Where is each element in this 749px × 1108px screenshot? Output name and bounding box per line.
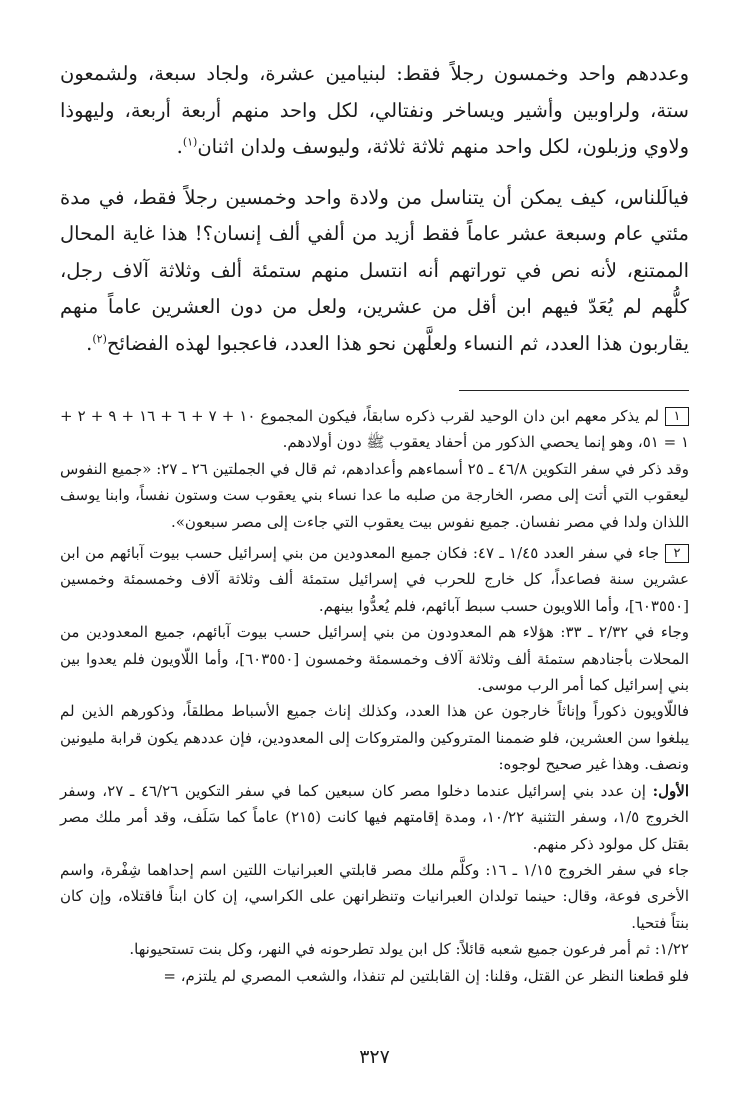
body-paragraph-1 <box>60 56 689 166</box>
footnote-2 <box>60 540 689 619</box>
footnote-2-paragraph-4 <box>60 778 689 857</box>
body-paragraph-2-text: فيالَلناس، كيف يمكن أن يتناسل من ولادة واحد وخمسين رجلاً فقط، في مدة مئتي عام وسبعة عشر عاماً فقط أزيد من ألفي ألف إنسان؟! هذا غاية المحال الممتنع، لأنه نص في توراتهم أنه انتسل منهم ستمئة ألف وثلاثة آلاف رجل، كلُّهم لم يُعَدّ فيهم ابن أقل من عشرين، ولعل من دون العشرين عاماً منهم يقاربون هذا العدد، ثم النساء ولعلَّهن نحو هذا العدد، فاعجبوا لهذه الفضائح <box>60 185 689 355</box>
footnote-2-text: جاء في سفر العدد ١/٤٥ ـ ٤٧: فكان جميع المعدودين من بني إسرائيل حسب بيوت آبائهم من ابن عشرين سنة فصاعداً، كل خارج للحرب في إسرائيل ستمئة ألف وثلاثة آلاف وخمسمئة وخمسين [٦٠٣٥٥٠]، وأما اللاويون حسب سبط آبائهم، فلم يُعدُّوا بينهم. <box>60 544 689 615</box>
footnote-2-paragraph-5-text: جاء في سفر الخروج ١/١٥ ـ ١٦: وكلَّم ملك مصر قابلتي العبرانيات اللتين اسم إحداهما شِفْرة، واسم الأخرى فوعة، وقال: حينما تولدان العبرانيات وتنظرانهن على الكراسي، إن كان ابناً فاقتلاه، وإن كان بنتاً فتحيا. <box>60 860 690 932</box>
footnote-2-paragraph-5 <box>60 857 689 936</box>
footnote-marker-1[interactable]: (١) <box>182 135 198 149</box>
footnote-2-paragraph-6-text: ١/٢٢: ثم أمر فرعون جميع شعبه قائلاً: كل ابن يولد تطرحونه في النهر، وكل بنت تستحيونها. <box>129 940 689 959</box>
body-paragraph-2 <box>60 180 689 363</box>
footnote-2-paragraph-3 <box>60 698 689 777</box>
footnote-2-number-box: ٢ <box>665 544 689 563</box>
footnote-2-paragraph-2-text: وجاء في ٢/٣٢ ـ ٣٣: هؤلاء هم المعدودون من بني إسرائيل حسب بيوت آبائهم، جميع المعدودين من المحلات بأجنادهم ستمئة ألف وثلاثة آلاف وخمسمئة وخمسون [٦٠٣٥٥٠]، وأما اللّاويون فلم يعدوا بين بني إسرائيل كما أمر الرب موسى. <box>60 623 690 695</box>
footnote-2-paragraph-6 <box>60 936 689 962</box>
body-paragraph-2-end: . <box>86 331 93 355</box>
footnote-2-paragraph-7 <box>60 963 689 989</box>
footnote-1 <box>60 403 689 456</box>
footnote-1-text: لم يذكر معهم ابن دان الوحيد لقرب ذكره سابقاً، فيكون المجموع ١٠ + ٧ + ٦ + ١٦ + ٩ + ٢ + ١ = ٥١، وهو إنما يحصي الذكور من أحفاد يعقوب ﷺ دون أولادهم. <box>60 407 689 452</box>
footnote-2-paragraph-2 <box>60 619 689 698</box>
footnote-2-paragraph-3-text: فاللّاويون ذكوراً وإناثاً خارجون عن هذا العدد، وكذلك إناث جميع الأسباط مطلقاً، وذكورهم الذين لم يبلغوا سن العشرين، فلو ضممنا المتروكين والمتروكات إلى المعدودين، فإن عددهم يكون قرابة مليونين ونصف. وهذا غير صحيح لوجوه: <box>60 702 689 774</box>
body-paragraph-1-end: . <box>176 135 183 158</box>
footnote-2-paragraph-7-text: فلو قطعنا النظر عن القتل، وقلنا: إن القابلتين لم تنفذا، والشعب المصري لم يلتزم، = <box>163 966 689 985</box>
footnote-marker-2[interactable]: (٢) <box>92 332 107 345</box>
body-paragraph-1-text: وعددهم واحد وخمسون رجلاً فقط: لبنيامين عشرة، ولجاد سبعة، ولشمعون ستة، ولراوبين وأشير ويساخر ونفتالي، لكل واحد منهم أربعة أربعة، وليهوذا ولاوي وزبلون، لكل واحد منهم ثلاثة ثلاثة، وليوسف ولدان اثنان <box>60 62 689 158</box>
footnote-2-paragraph-4-text: إن عدد بني إسرائيل عندما دخلوا مصر كان سبعين كما في سفر التكوين ٤٦/٢٦ ـ ٢٧، وسفر الخروج ١/٥، وسفر التثنية ١٠/٢٢، ومدة إقامتهم فيها كانت (٢١٥) عاماً كما سَلَف، وقد أمر ملك مصر بقتل كل مولود ذكر منهم. <box>60 781 689 853</box>
footnote-1-continuation <box>60 456 689 535</box>
footnote-1-continuation-text: وقد ذكر في سفر التكوين ٤٦/٨ ـ ٢٥ أسماءهم وأعدادهم، ثم قال في الجملتين ٢٦ ـ ٢٧: «جميع النفوس ليعقوب التي أتت إلى مصر، الخارجة من صلبه ما عدا نساء بني يعقوب ست وستون نفساً، وابنا يوسف اللذان ولدا في مصر نفسان. جميع نفوس بيت يعقوب التي جاءت إلى مصر سبعون». <box>60 459 689 531</box>
footnote-1-number-box: ١ <box>665 407 689 426</box>
footnote-separator <box>459 390 689 391</box>
page-content <box>60 56 689 989</box>
footnote-2-first-label: الأول: <box>652 781 689 800</box>
page-number: ٣٢٧ <box>359 1046 390 1068</box>
